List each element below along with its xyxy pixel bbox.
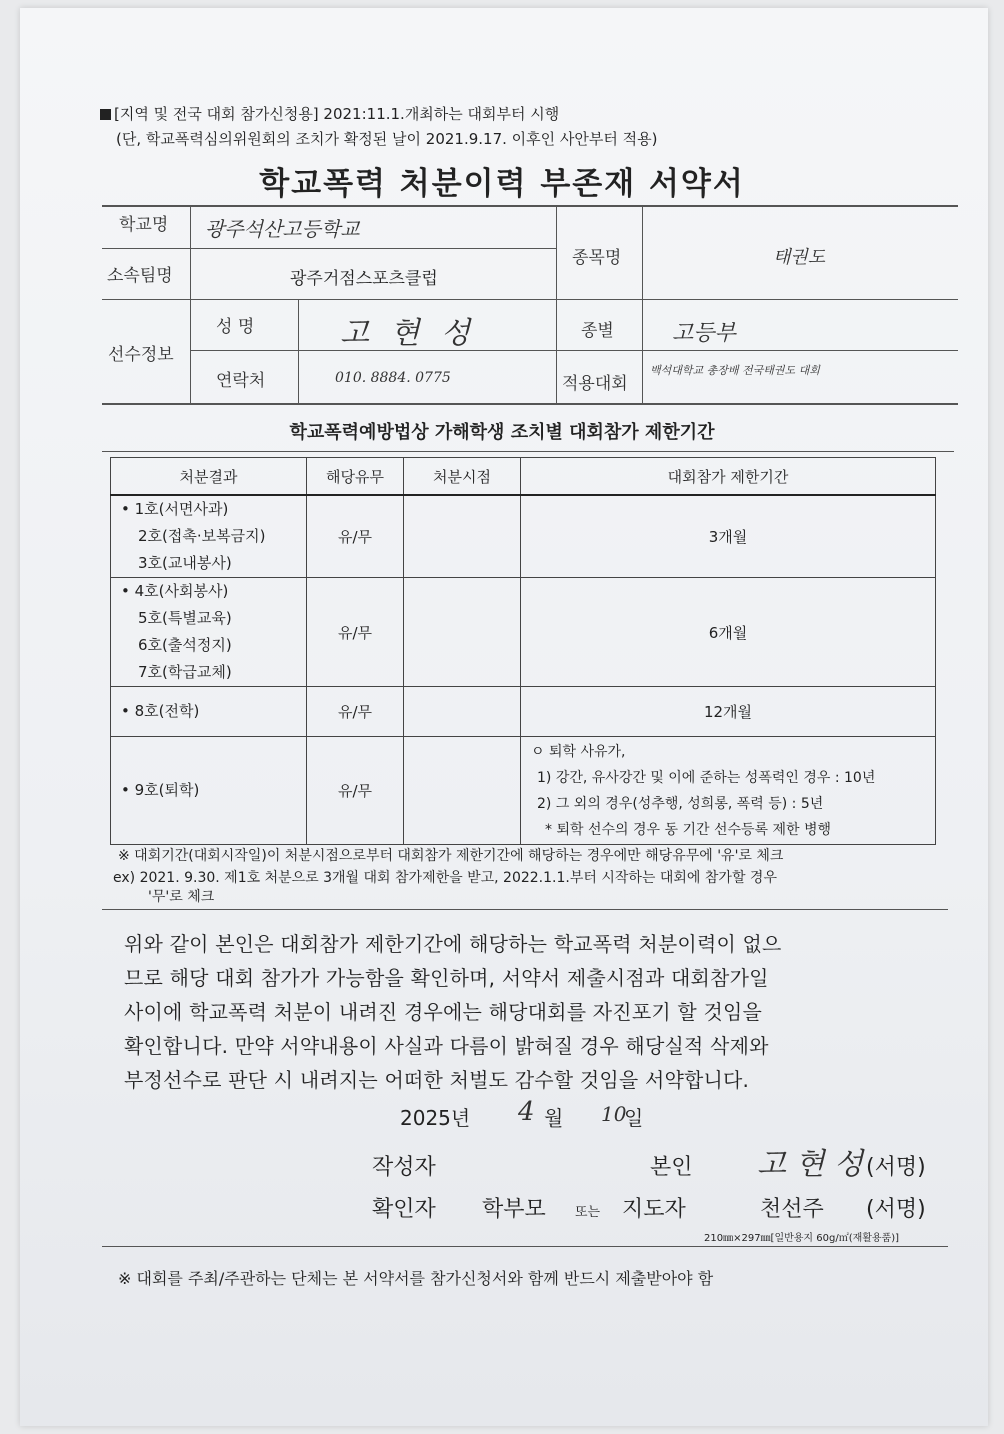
sport-label: 종목명 bbox=[572, 248, 622, 268]
name-label: 성 명 bbox=[216, 317, 255, 337]
info-divider bbox=[190, 350, 958, 351]
time-cell bbox=[404, 687, 521, 737]
restriction-note-2: ex) 2021. 9.30. 제1호 처분으로 3개월 대회 참가제한을 받고, 2022.1.1.부터 시작하는 대회에 참가할 경우 bbox=[113, 870, 777, 886]
name-value: 고 현 성 bbox=[340, 316, 477, 351]
contact-label: 연락처 bbox=[216, 371, 266, 391]
coach-sign-label: (서명) bbox=[866, 1197, 926, 1222]
table-row bbox=[111, 687, 936, 737]
pledge-line: 므로 해당 대회 참가가 가능함을 확인하며, 서약서 제출시점과 대회참가일 bbox=[124, 966, 769, 990]
paper-spec: 210㎜×297㎜[일반용지 60g/㎡(재활용품)] bbox=[704, 1233, 900, 1244]
info-divider bbox=[298, 300, 299, 403]
contact-value: 010. 8884. 0775 bbox=[335, 370, 451, 386]
header-time: 처분시점 bbox=[404, 458, 521, 496]
footer-note: ※ 대회를 주최/주관하는 단체는 본 서약서를 참가신청서와 함께 반드시 제출받아야 함 bbox=[118, 1269, 714, 1288]
category-value: 고등부 bbox=[672, 321, 736, 346]
team-label: 소속팀명 bbox=[107, 266, 173, 286]
period-cell: 12개월 bbox=[521, 687, 936, 737]
note-divider bbox=[102, 909, 948, 910]
restriction-note-3: '무'로 체크 bbox=[148, 889, 215, 905]
restriction-title: 학교폭력예방법상 가해학생 조치별 대회참가 제한기간 bbox=[289, 422, 715, 443]
period-line: 1) 강간, 유사강간 및 이에 준하는 성폭력인 경우 : 10년 bbox=[537, 769, 876, 786]
time-cell bbox=[404, 578, 521, 687]
restriction-table bbox=[110, 457, 936, 845]
header-result: 처분결과 bbox=[111, 458, 307, 496]
event-value: 백석대학교 총장배 전국태권도 대회 bbox=[650, 364, 820, 377]
player-info-label: 선수정보 bbox=[108, 345, 174, 365]
info-divider bbox=[102, 248, 556, 249]
date-month-value: 4 bbox=[518, 1097, 535, 1127]
restriction-note-1: ※ 대회기간(대회시작일)이 처분시점으로부터 대회참가 제한기간에 해당하는 경우에만 해당유무에 '유'로 체크 bbox=[118, 848, 784, 864]
info-table-bottom bbox=[102, 403, 958, 405]
status-cell: 유/무 bbox=[307, 737, 404, 845]
confirmer-label: 확인자 bbox=[372, 1197, 436, 1222]
time-cell bbox=[404, 495, 521, 578]
period-cell: 3개월 bbox=[521, 495, 936, 578]
period-cell: 6개월 bbox=[521, 578, 936, 687]
date-day-label: 일 bbox=[624, 1106, 644, 1130]
header-status: 해당유무 bbox=[307, 458, 404, 496]
period-line: 2) 그 외의 경우(성추행, 성희롱, 폭력 등) : 5년 bbox=[537, 795, 824, 812]
info-divider bbox=[190, 205, 191, 403]
result-item: • 4호(사회봉사) bbox=[121, 582, 229, 600]
result-cell bbox=[111, 578, 307, 687]
period-cell bbox=[521, 737, 936, 845]
or-label: 또는 bbox=[575, 1205, 601, 1220]
table-row bbox=[111, 578, 936, 687]
status-cell: 유/무 bbox=[307, 687, 404, 737]
school-value: 광주석산고등학교 bbox=[205, 217, 360, 241]
result-item: 6호(출석정지) bbox=[138, 636, 232, 654]
pledge-line: 위와 같이 본인은 대회참가 제한기간에 해당하는 학교폭력 처분이력이 없으 bbox=[124, 932, 782, 956]
category-label: 종별 bbox=[581, 321, 614, 341]
self-label: 본인 bbox=[650, 1155, 693, 1180]
info-table-top bbox=[102, 205, 958, 207]
self-name-value: 고 현 성 bbox=[757, 1147, 864, 1182]
restriction-top-line bbox=[102, 451, 954, 452]
school-label: 학교명 bbox=[119, 215, 169, 235]
pledge-line: 부정선수로 판단 시 내려지는 어떠한 처벌도 감수할 것임을 서약합니다. bbox=[124, 1068, 750, 1092]
table-row bbox=[111, 495, 936, 578]
result-item: • 1호(서면사과) bbox=[121, 500, 229, 518]
self-sign-label: (서명) bbox=[866, 1155, 926, 1180]
result-cell bbox=[111, 687, 307, 737]
status-cell: 유/무 bbox=[307, 495, 404, 578]
result-item: • 8호(전학) bbox=[121, 702, 200, 720]
notice-line-2: (단, 학교폭력심의위원회의 조치가 확정된 날이 2021.9.17. 이후인 사안부터 적용) bbox=[116, 130, 658, 148]
square-bullet-icon bbox=[100, 109, 111, 120]
parent-label: 학부모 bbox=[482, 1197, 546, 1222]
result-item: 5호(특별교육) bbox=[138, 609, 232, 627]
coach-name-value: 천선주 bbox=[760, 1197, 824, 1222]
period-line: ㅇ 퇴학 사유가, bbox=[531, 743, 626, 760]
result-item: 3호(교내봉사) bbox=[138, 554, 232, 572]
coach-label: 지도자 bbox=[622, 1197, 686, 1222]
period-line: * 퇴학 선수의 경우 동 기간 선수등록 제한 병행 bbox=[545, 821, 832, 838]
result-item: 2호(접촉·보복금지) bbox=[138, 527, 266, 545]
document-title: 학교폭력 처분이력 부존재 서약서 bbox=[259, 166, 745, 202]
status-cell: 유/무 bbox=[307, 578, 404, 687]
result-cell bbox=[111, 737, 307, 845]
pledge-line: 사이에 학교폭력 처분이 내려진 경우에는 해당대회를 자진포기 할 것임을 bbox=[124, 1000, 763, 1024]
date-day-value: 10 bbox=[601, 1102, 627, 1126]
info-divider bbox=[102, 299, 958, 300]
notice-line-1: [지역 및 전국 대회 참가신청용] 2021:11.1.개최하는 대회부터 시행 bbox=[100, 103, 559, 124]
footer-divider bbox=[102, 1246, 948, 1247]
pledge-line: 확인합니다. 만약 서약내용이 사실과 다름이 밝혀질 경우 해당실적 삭제와 bbox=[124, 1034, 769, 1058]
time-cell bbox=[404, 737, 521, 845]
result-cell bbox=[111, 495, 307, 578]
header-period: 대회참가 제한기간 bbox=[521, 458, 936, 496]
table-row bbox=[111, 737, 936, 845]
result-item: • 9호(퇴학) bbox=[121, 781, 200, 799]
event-label: 적용대회 bbox=[562, 374, 628, 394]
info-divider bbox=[642, 205, 643, 403]
sport-value: 태권도 bbox=[773, 247, 826, 268]
team-value: 광주거점스포츠클럽 bbox=[290, 269, 438, 289]
date-month-label: 월 bbox=[544, 1106, 564, 1130]
writer-label: 작성자 bbox=[372, 1155, 436, 1180]
info-divider bbox=[556, 205, 557, 403]
date-year: 2025년 bbox=[400, 1106, 471, 1130]
result-item: 7호(학급교체) bbox=[138, 663, 232, 681]
